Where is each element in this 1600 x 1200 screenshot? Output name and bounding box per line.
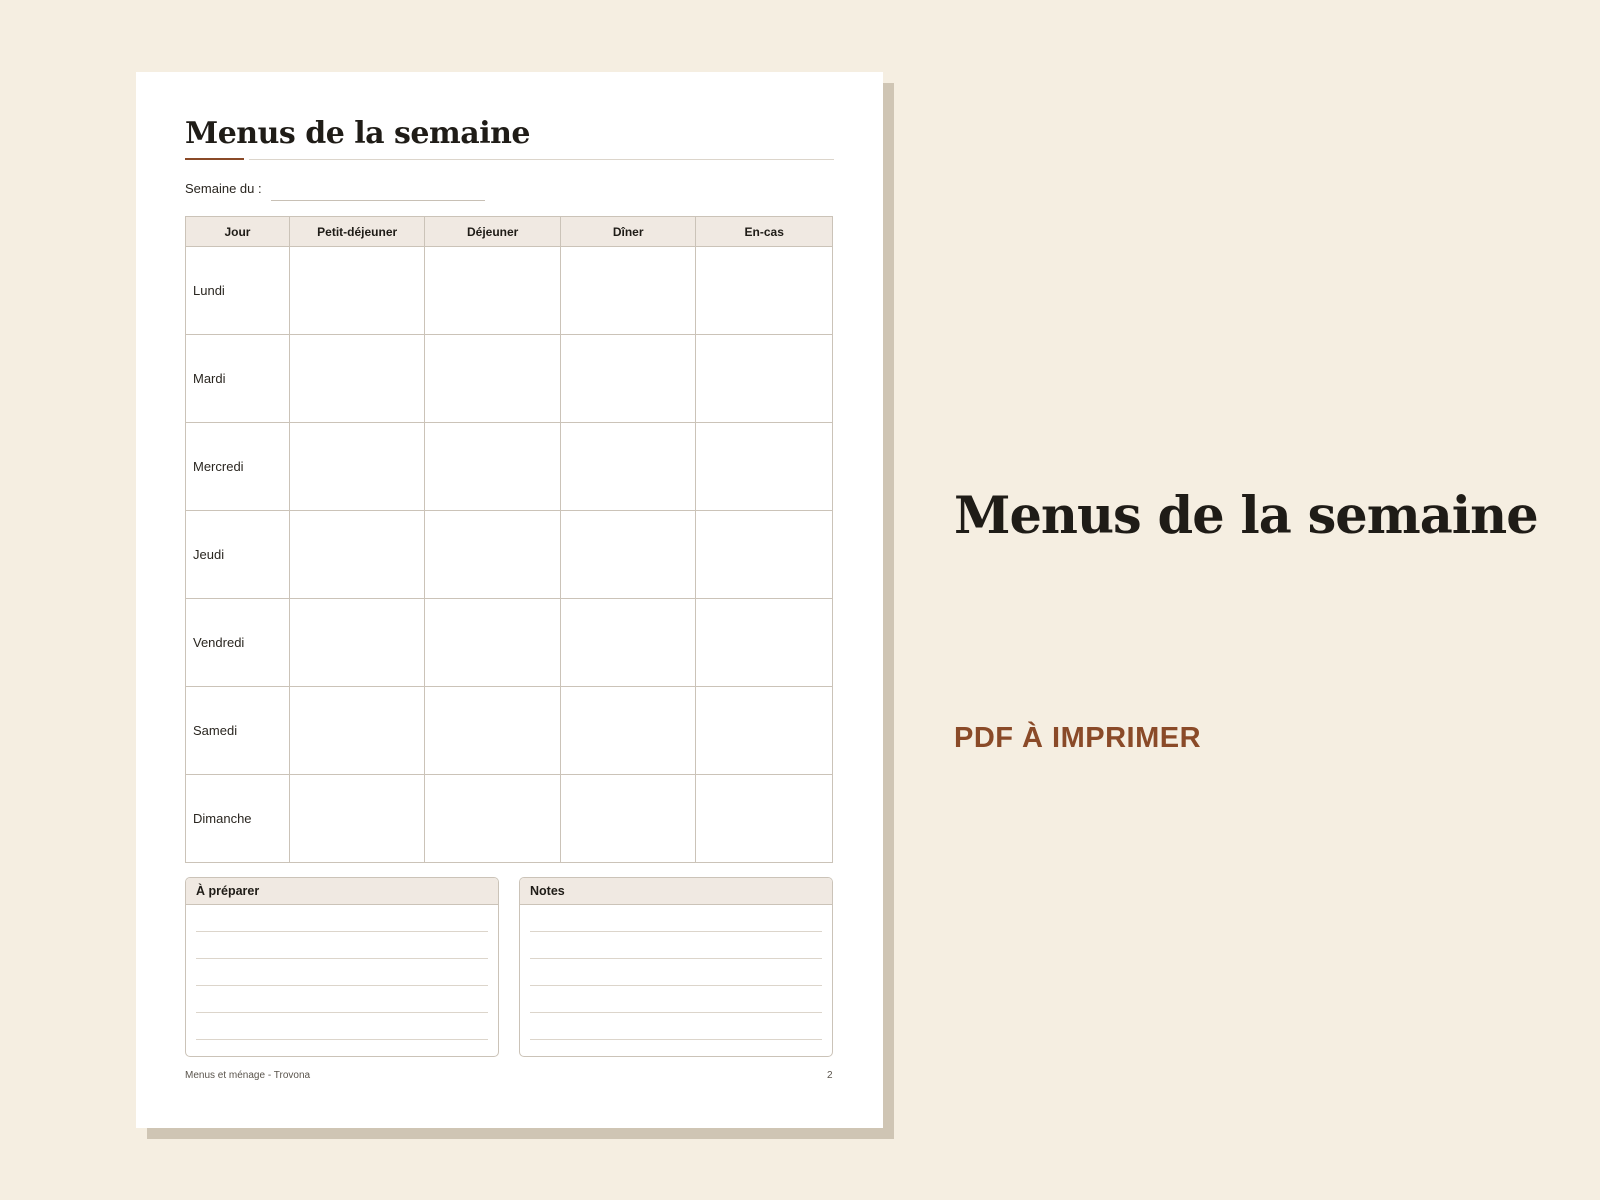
day-label: Vendredi: [186, 599, 290, 687]
meal-cell[interactable]: [289, 511, 425, 599]
meal-cell[interactable]: [560, 687, 696, 775]
meal-cell[interactable]: [696, 423, 833, 511]
table-row: [186, 423, 833, 511]
meal-cell[interactable]: [289, 687, 425, 775]
meal-cell[interactable]: [289, 335, 425, 423]
writing-line[interactable]: [530, 931, 822, 932]
meal-cell[interactable]: [425, 775, 561, 863]
writing-line[interactable]: [530, 1039, 822, 1040]
meal-cell[interactable]: [696, 687, 833, 775]
day-label: Samedi: [186, 687, 290, 775]
menu-table: [185, 216, 833, 863]
column-header-en-cas: En-cas: [696, 217, 833, 247]
writing-line[interactable]: [196, 985, 488, 986]
meal-cell[interactable]: [289, 247, 425, 335]
meal-cell[interactable]: [289, 599, 425, 687]
writing-line[interactable]: [196, 958, 488, 959]
title-divider: [249, 159, 834, 160]
meal-cell[interactable]: [696, 247, 833, 335]
writing-line[interactable]: [196, 931, 488, 932]
table-row: [186, 775, 833, 863]
column-header-diner: Dîner: [560, 217, 696, 247]
meal-cell[interactable]: [425, 687, 561, 775]
day-label: Jeudi: [186, 511, 290, 599]
table-row: [186, 687, 833, 775]
meal-cell[interactable]: [560, 335, 696, 423]
column-header-petit-dejeuner: Petit-déjeuner: [289, 217, 425, 247]
hero-title: Menus de la semaine: [954, 486, 1538, 546]
notes-box: [519, 877, 833, 1057]
meal-cell[interactable]: [560, 599, 696, 687]
writing-line[interactable]: [196, 1012, 488, 1013]
writing-line[interactable]: [530, 958, 822, 959]
page-number: 2: [827, 1070, 833, 1081]
title-accent-bar: [185, 158, 244, 160]
meal-cell[interactable]: [560, 775, 696, 863]
column-header-dejeuner: Déjeuner: [425, 217, 561, 247]
day-label: Dimanche: [186, 775, 290, 863]
meal-cell[interactable]: [289, 423, 425, 511]
week-label: Semaine du :: [185, 181, 262, 196]
prepare-box: [185, 877, 499, 1057]
notes-box-title: Notes: [520, 878, 832, 905]
meal-cell[interactable]: [560, 511, 696, 599]
table-header-row: [186, 217, 833, 247]
hero-subtitle: PDF À IMPRIMER: [954, 722, 1202, 754]
meal-cell[interactable]: [425, 247, 561, 335]
planner-page: [136, 72, 883, 1128]
column-header-jour: Jour: [186, 217, 290, 247]
meal-cell[interactable]: [696, 775, 833, 863]
meal-cell[interactable]: [289, 775, 425, 863]
page-title: Menus de la semaine: [185, 116, 530, 151]
week-date-field[interactable]: [271, 185, 485, 201]
day-label: Mercredi: [186, 423, 290, 511]
day-label: Lundi: [186, 247, 290, 335]
week-row: [185, 181, 495, 201]
table-row: [186, 511, 833, 599]
table-row: [186, 247, 833, 335]
writing-line[interactable]: [530, 985, 822, 986]
table-row: [186, 599, 833, 687]
day-label: Mardi: [186, 335, 290, 423]
meal-cell[interactable]: [560, 423, 696, 511]
writing-line[interactable]: [530, 1012, 822, 1013]
table-row: [186, 335, 833, 423]
meal-cell[interactable]: [696, 511, 833, 599]
meal-cell[interactable]: [425, 599, 561, 687]
meal-cell[interactable]: [425, 511, 561, 599]
meal-cell[interactable]: [696, 335, 833, 423]
meal-cell[interactable]: [560, 247, 696, 335]
footer-credit: Menus et ménage - Trovona: [185, 1070, 311, 1081]
meal-cell[interactable]: [696, 599, 833, 687]
writing-line[interactable]: [196, 1039, 488, 1040]
prepare-box-title: À préparer: [186, 878, 498, 905]
meal-cell[interactable]: [425, 423, 561, 511]
meal-cell[interactable]: [425, 335, 561, 423]
